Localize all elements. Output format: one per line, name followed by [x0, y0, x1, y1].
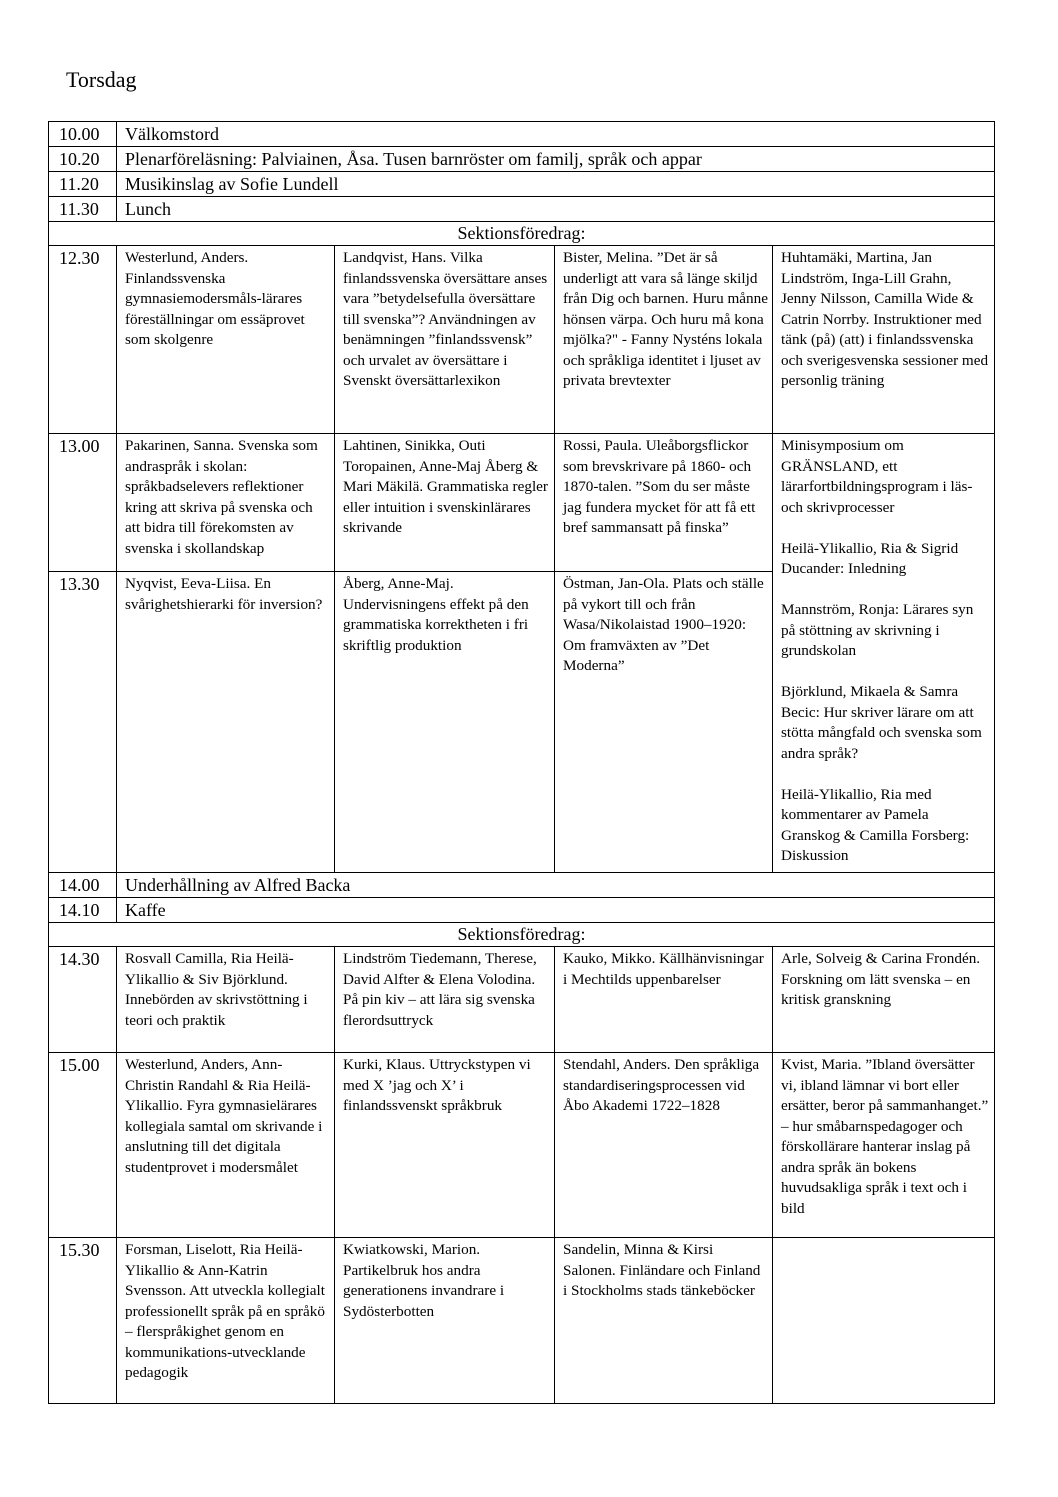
- schedule-row: [49, 873, 995, 898]
- program-item: Musikinslag av Sofie Lundell: [117, 172, 995, 197]
- session-talk: Kurki, Klaus. Uttryckstypen vi med X ’jag och X’ i finlandssvenskt språkbruk: [335, 1053, 555, 1238]
- time-cell: 14.00: [49, 873, 117, 898]
- time-cell: 11.30: [49, 197, 117, 222]
- schedule-row: [49, 122, 995, 147]
- time-cell: 13.00: [49, 434, 117, 572]
- section-heading: Sektionsföredrag:: [49, 923, 995, 947]
- session-talk: Westerlund, Anders, Ann-Christin Randahl & Ria Heilä-Ylikallio. Fyra gymnasielärares kollegiala samtal om skrivande i anslutning till det digitala studentprovet i modersmålet: [117, 1053, 335, 1238]
- time-cell: 10.20: [49, 147, 117, 172]
- minisymposium-part: Mannström, Ronja: Lärares syn på stöttning av skrivning i grundskolan: [781, 601, 974, 659]
- section-heading-row: [49, 923, 995, 947]
- schedule-row: [49, 147, 995, 172]
- minisymposium-intro: Minisymposium om GRÄNSLAND, ett lärarfortbildningsprogram i läs- och skrivprocesser: [781, 437, 973, 516]
- session-talk: Pakarinen, Sanna. Svenska som andraspråk i skolan: språkbadselevers reflektioner kring att skriva på svenska och att bidra till förekomsten av svenska i skollandskap: [117, 434, 335, 572]
- schedule-row: [49, 1238, 995, 1404]
- schedule-row: [49, 172, 995, 197]
- session-talk: Westerlund, Anders. Finlandssvenska gymnasiemodersmåls-lärares föreställningar om essäprovet som skolgenre: [117, 246, 335, 434]
- program-item: Lunch: [117, 197, 995, 222]
- schedule-row: [49, 197, 995, 222]
- program-item: Underhållning av Alfred Backa: [117, 873, 995, 898]
- time-cell: 10.00: [49, 122, 117, 147]
- session-talk: Lahtinen, Sinikka, Outi Toropainen, Anne-Maj Åberg & Mari Mäkilä. Grammatiska regler eller intuition i svenskinlärares skrivande: [335, 434, 555, 572]
- page-title: Torsdag: [66, 67, 137, 92]
- session-talk: Åberg, Anne-Maj. Undervisningens effekt på den grammatiska korrektheten i fri skriftlig produktion: [335, 572, 555, 873]
- minisymposium-cell: [773, 434, 995, 873]
- session-talk: Lindström Tiedemann, Therese, David Alfter & Elena Volodina. På pin kiv – att lära sig svenska flerordsuttryck: [335, 947, 555, 1053]
- schedule-row: [49, 898, 995, 923]
- time-cell: 13.30: [49, 572, 117, 873]
- program-item: Kaffe: [117, 898, 995, 923]
- session-talk: Arle, Solveig & Carina Frondén. Forskning om lätt svenska – en kritisk granskning: [773, 947, 995, 1053]
- time-cell: 14.30: [49, 947, 117, 1053]
- time-cell: 15.00: [49, 1053, 117, 1238]
- session-talk: Nyqvist, Eeva-Liisa. En svårighetshierarki för inversion?: [117, 572, 335, 873]
- schedule-row: [49, 947, 995, 1053]
- empty-session: [773, 1238, 995, 1404]
- program-item: Välkomstord: [117, 122, 995, 147]
- time-cell: 11.20: [49, 172, 117, 197]
- session-talk: Kwiatkowski, Marion. Partikelbruk hos andra generationens invandrare i Sydösterbotten: [335, 1238, 555, 1404]
- session-talk: Landqvist, Hans. Vilka finlandssvenska översättare anses vara ”betydelsefulla översättare till svenska”? Användningen av benämningen ”finlandssvensk” och urvalet av översättare i Svenskt översättarlexikon: [335, 246, 555, 434]
- schedule-row: [49, 246, 995, 434]
- minisymposium-part: Björklund, Mikaela & Samra Becic: Hur skriver lärare om att stötta mångfald och svenska som andra språk?: [781, 683, 982, 762]
- schedule-table: [48, 121, 995, 1404]
- minisymposium-part: Heilä-Ylikallio, Ria med kommentarer av Pamela Granskog & Camilla Forsberg: Diskussion: [781, 785, 970, 864]
- session-talk: Huhtamäki, Martina, Jan Lindström, Inga-Lill Grahn, Jenny Nilsson, Camilla Wide & Catrin Norrby. Instruktioner med tänk (på) (att) i finlandssvenska och sverigesvenska sessioner med personlig träning: [773, 246, 995, 434]
- time-cell: 15.30: [49, 1238, 117, 1404]
- section-heading-row: [49, 222, 995, 246]
- session-talk: Östman, Jan-Ola. Plats och ställe på vykort till och från Wasa/Nikolaistad 1900–1920: Om framväxten av ”Det Moderna”: [555, 572, 773, 873]
- minisymposium-part: Heilä-Ylikallio, Ria & Sigrid Ducander: Inledning: [781, 539, 959, 577]
- program-item: Plenarföreläsning: Palviainen, Åsa. Tusen barnröster om familj, språk och appar: [117, 147, 995, 172]
- session-talk: Kauko, Mikko. Källhänvisningar i Mechtilds uppenbarelser: [555, 947, 773, 1053]
- session-talk: Bister, Melina. ”Det är så underligt att vara så länge skiljd från Dig och barnen. Huru månne hönsen värpa. Och huru må kona mjölka?" - Fanny Nysténs lokala och språkliga identitet i ljuset av privata brevtexter: [555, 246, 773, 434]
- session-talk: Forsman, Liselott, Ria Heilä-Ylikallio & Ann-Katrin Svensson. Att utveckla kollegialt professionellt språk på en språkö – flerspråkighet genom en kommunikations-utvecklande pedagogik: [117, 1238, 335, 1404]
- session-talk: Kvist, Maria. ”Ibland översätter vi, ibland lämnar vi bort eller ersätter, beror på sammanhanget.” – hur småbarnspedagoger och förskollärare hanterar inslag på andra språk än bokens huvudsakliga språk i text och i bild: [773, 1053, 995, 1238]
- time-cell: 12.30: [49, 246, 117, 434]
- session-talk: Sandelin, Minna & Kirsi Salonen. Finländare och Finland i Stockholms stads tänkeböcker: [555, 1238, 773, 1404]
- schedule-row: [49, 434, 995, 572]
- session-talk: Rossi, Paula. Uleåborgsflickor som brevskrivare på 1860- och 1870-talen. ”Som du ser måste jag fundera mycket för att få ett bref sammansatt på finska”: [555, 434, 773, 572]
- section-heading: Sektionsföredrag:: [49, 222, 995, 246]
- schedule-row: [49, 1053, 995, 1238]
- time-cell: 14.10: [49, 898, 117, 923]
- session-talk: Stendahl, Anders. Den språkliga standardiseringsprocessen vid Åbo Akademi 1722–1828: [555, 1053, 773, 1238]
- session-talk: Rosvall Camilla, Ria Heilä-Ylikallio & Siv Björklund. Innebörden av skrivstöttning i teori och praktik: [117, 947, 335, 1053]
